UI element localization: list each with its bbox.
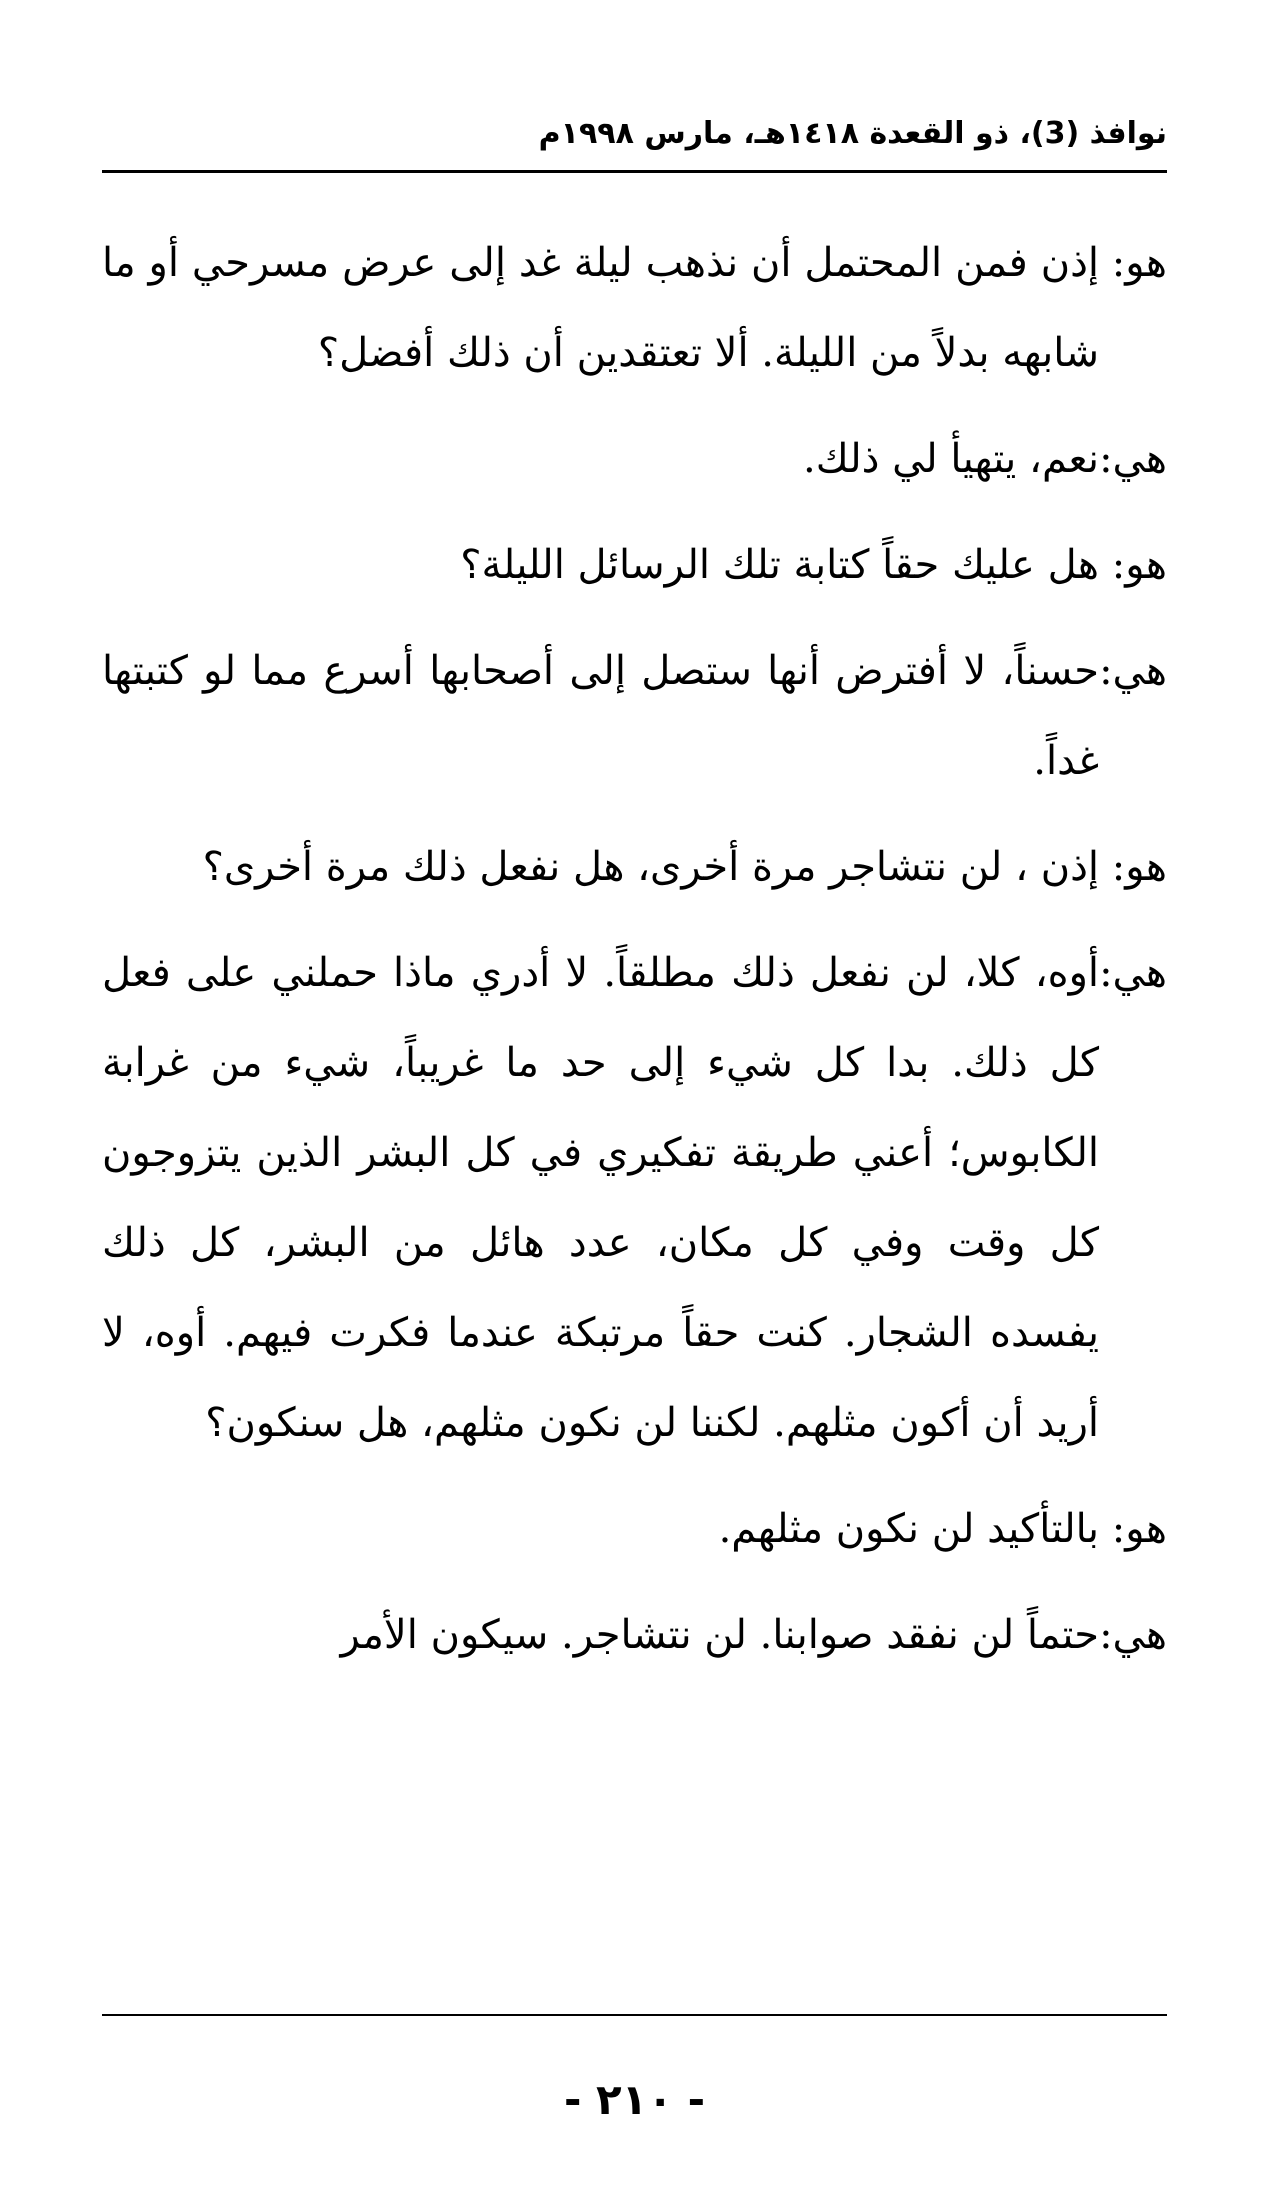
header-rule	[102, 170, 1167, 173]
speaker-label: هي:	[1099, 1612, 1167, 1658]
speaker-label: هي:	[1099, 436, 1167, 482]
speaker-label: هو:	[1111, 1506, 1167, 1552]
speech-text: نعم، يتهيأ لي ذلك.	[803, 436, 1099, 482]
speaker-label: هي:	[1099, 950, 1167, 996]
running-header: نوافذ (3)، ذو القعدة ١٤١٨هـ، مارس ١٩٩٨م	[538, 116, 1167, 151]
speaker-label: هو:	[1111, 240, 1167, 286]
dialogue-turn	[102, 1484, 1167, 1574]
dialogue-turn	[102, 626, 1167, 806]
speaker-label: هو:	[1111, 542, 1167, 588]
speaker-label: هو:	[1111, 844, 1167, 890]
dialogue-turn	[102, 414, 1167, 504]
footer-rule	[102, 2014, 1167, 2016]
speech-text: حسناً، لا أفترض أنها ستصل إلى أصحابها أسرع مما لو كتبتها غداً.	[102, 648, 1099, 784]
speech-text: إذن ، لن نتشاجر مرة أخرى، هل نفعل ذلك مرة أخرى؟	[202, 844, 1099, 890]
speech-text: بالتأكيد لن نكون مثلهم.	[718, 1506, 1099, 1552]
speech-text: أوه، كلا، لن نفعل ذلك مطلقاً. لا أدري ماذا حملني على فعل كل ذلك. بدا كل شيء إلى حد ما غريباً، شيء من غرابة الكابوس؛ أعني طريقة تفكيري في كل البشر الذين يتزوجون كل وقت وفي كل مكان، عدد هائل من البشر، كل ذلك يفسده الشجار. كنت حقاً مرتبكة عندما فكرت فيهم. أوه، لا أريد أن أكون مثلهم. لكننا لن نكون مثلهم، هل سنكون؟	[102, 950, 1100, 1446]
dialogue-turn	[102, 1590, 1167, 1680]
dialogue-turn	[102, 822, 1167, 912]
speaker-label: هي:	[1099, 648, 1167, 694]
speech-text: هل عليك حقاً كتابة تلك الرسائل الليلة؟	[460, 542, 1099, 588]
dialogue-turn	[102, 520, 1167, 610]
dialogue-body	[102, 218, 1167, 1696]
speech-text: حتماً لن نفقد صوابنا. لن نتشاجر. سيكون الأمر	[340, 1612, 1099, 1658]
speech-text: إذن فمن المحتمل أن نذهب ليلة غد إلى عرض مسرحي أو ما شابهه بدلاً من الليلة. ألا تعتقدين أن ذلك أفضل؟	[102, 240, 1099, 376]
dialogue-turn	[102, 218, 1167, 398]
page-number: - ٢١٠ -	[563, 2075, 706, 2124]
dialogue-turn	[102, 928, 1167, 1468]
